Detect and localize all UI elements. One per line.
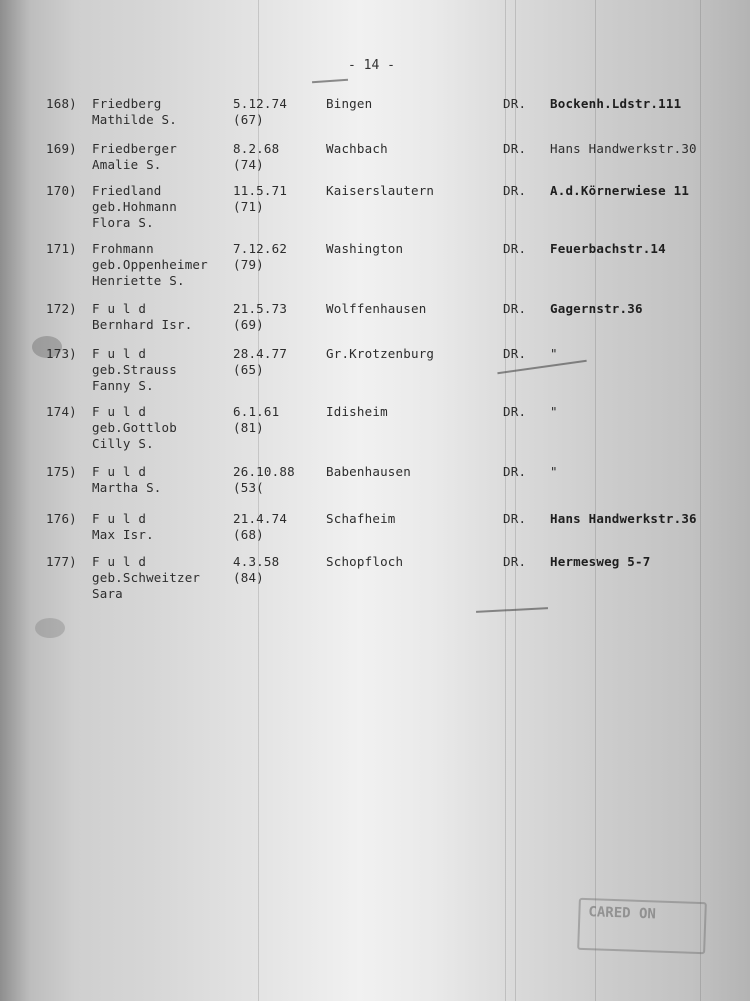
birth-date: 6.1.61 (81) bbox=[233, 404, 280, 435]
street-address: " bbox=[550, 464, 558, 479]
destination-code: DR. bbox=[503, 554, 527, 569]
birth-date: 28.4.77 (65) bbox=[233, 346, 288, 377]
birth-place: Kaiserslautern bbox=[326, 183, 435, 198]
destination-code: DR. bbox=[503, 241, 527, 256]
destination-code: DR. bbox=[503, 183, 527, 198]
street-address: Gagernstr.36 bbox=[550, 301, 643, 316]
birth-date: 26.10.88 (53( bbox=[233, 464, 295, 495]
birth-date: 7.12.62 (79) bbox=[233, 241, 288, 272]
page-number: - 14 - bbox=[348, 58, 395, 73]
birth-place: Wachbach bbox=[326, 141, 388, 156]
record-number: 176) bbox=[46, 511, 77, 526]
street-address: A.d.Körnerwiese 11 bbox=[550, 183, 690, 198]
ink-smudge bbox=[35, 618, 65, 638]
birth-date: 5.12.74 (67) bbox=[233, 96, 288, 127]
street-address: Hermesweg 5-7 bbox=[550, 554, 651, 569]
street-address: " bbox=[550, 346, 558, 361]
person-name: F u l d geb.Schweitzer Sara bbox=[92, 554, 201, 601]
birth-place: Wolffenhausen bbox=[326, 301, 427, 316]
street-address: Hans Handwerkstr.36 bbox=[550, 511, 697, 526]
person-name: F u l d Martha S. bbox=[92, 464, 162, 495]
person-name: F u l d geb.Gottlob Cilly S. bbox=[92, 404, 177, 451]
birth-place: Bingen bbox=[326, 96, 373, 111]
pen-mark bbox=[312, 79, 348, 83]
birth-place: Washington bbox=[326, 241, 404, 256]
street-address: " bbox=[550, 404, 558, 419]
birth-date: 11.5.71 (71) bbox=[233, 183, 288, 214]
birth-place: Gr.Krotzenburg bbox=[326, 346, 435, 361]
record-number: 171) bbox=[46, 241, 77, 256]
stamp bbox=[577, 898, 707, 954]
birth-place: Babenhausen bbox=[326, 464, 411, 479]
destination-code: DR. bbox=[503, 141, 527, 156]
destination-code: DR. bbox=[503, 96, 527, 111]
record-number: 168) bbox=[46, 96, 77, 111]
destination-code: DR. bbox=[503, 404, 527, 419]
street-address: Hans Handwerkstr.30 bbox=[550, 141, 697, 156]
record-number: 177) bbox=[46, 554, 77, 569]
street-address: Bockenh.Ldstr.111 bbox=[550, 96, 682, 111]
person-name: F u l d geb.Strauss Fanny S. bbox=[92, 346, 177, 393]
pen-mark bbox=[476, 607, 548, 612]
birth-place: Schafheim bbox=[326, 511, 396, 526]
street-address: Feuerbachstr.14 bbox=[550, 241, 666, 256]
destination-code: DR. bbox=[503, 346, 527, 361]
person-name: Friedberger Amalie S. bbox=[92, 141, 177, 172]
person-name: Friedberg Mathilde S. bbox=[92, 96, 177, 127]
record-number: 174) bbox=[46, 404, 77, 419]
destination-code: DR. bbox=[503, 464, 527, 479]
birth-date: 21.4.74 (68) bbox=[233, 511, 288, 542]
stamp-text: CARED ON bbox=[588, 904, 657, 923]
birth-place: Idisheim bbox=[326, 404, 388, 419]
birth-place: Schopfloch bbox=[326, 554, 404, 569]
record-number: 170) bbox=[46, 183, 77, 198]
record-number: 172) bbox=[46, 301, 77, 316]
record-number: 175) bbox=[46, 464, 77, 479]
film-scratch bbox=[700, 0, 701, 1001]
birth-date: 8.2.68 (74) bbox=[233, 141, 280, 172]
record-number: 169) bbox=[46, 141, 77, 156]
destination-code: DR. bbox=[503, 301, 527, 316]
person-name: Friedland geb.Hohmann Flora S. bbox=[92, 183, 177, 230]
record-number: 173) bbox=[46, 346, 77, 361]
person-name: Frohmann geb.Oppenheimer Henriette S. bbox=[92, 241, 208, 288]
destination-code: DR. bbox=[503, 511, 527, 526]
person-name: F u l d Bernhard Isr. bbox=[92, 301, 193, 332]
person-name: F u l d Max Isr. bbox=[92, 511, 154, 542]
birth-date: 4.3.58 (84) bbox=[233, 554, 280, 585]
birth-date: 21.5.73 (69) bbox=[233, 301, 288, 332]
